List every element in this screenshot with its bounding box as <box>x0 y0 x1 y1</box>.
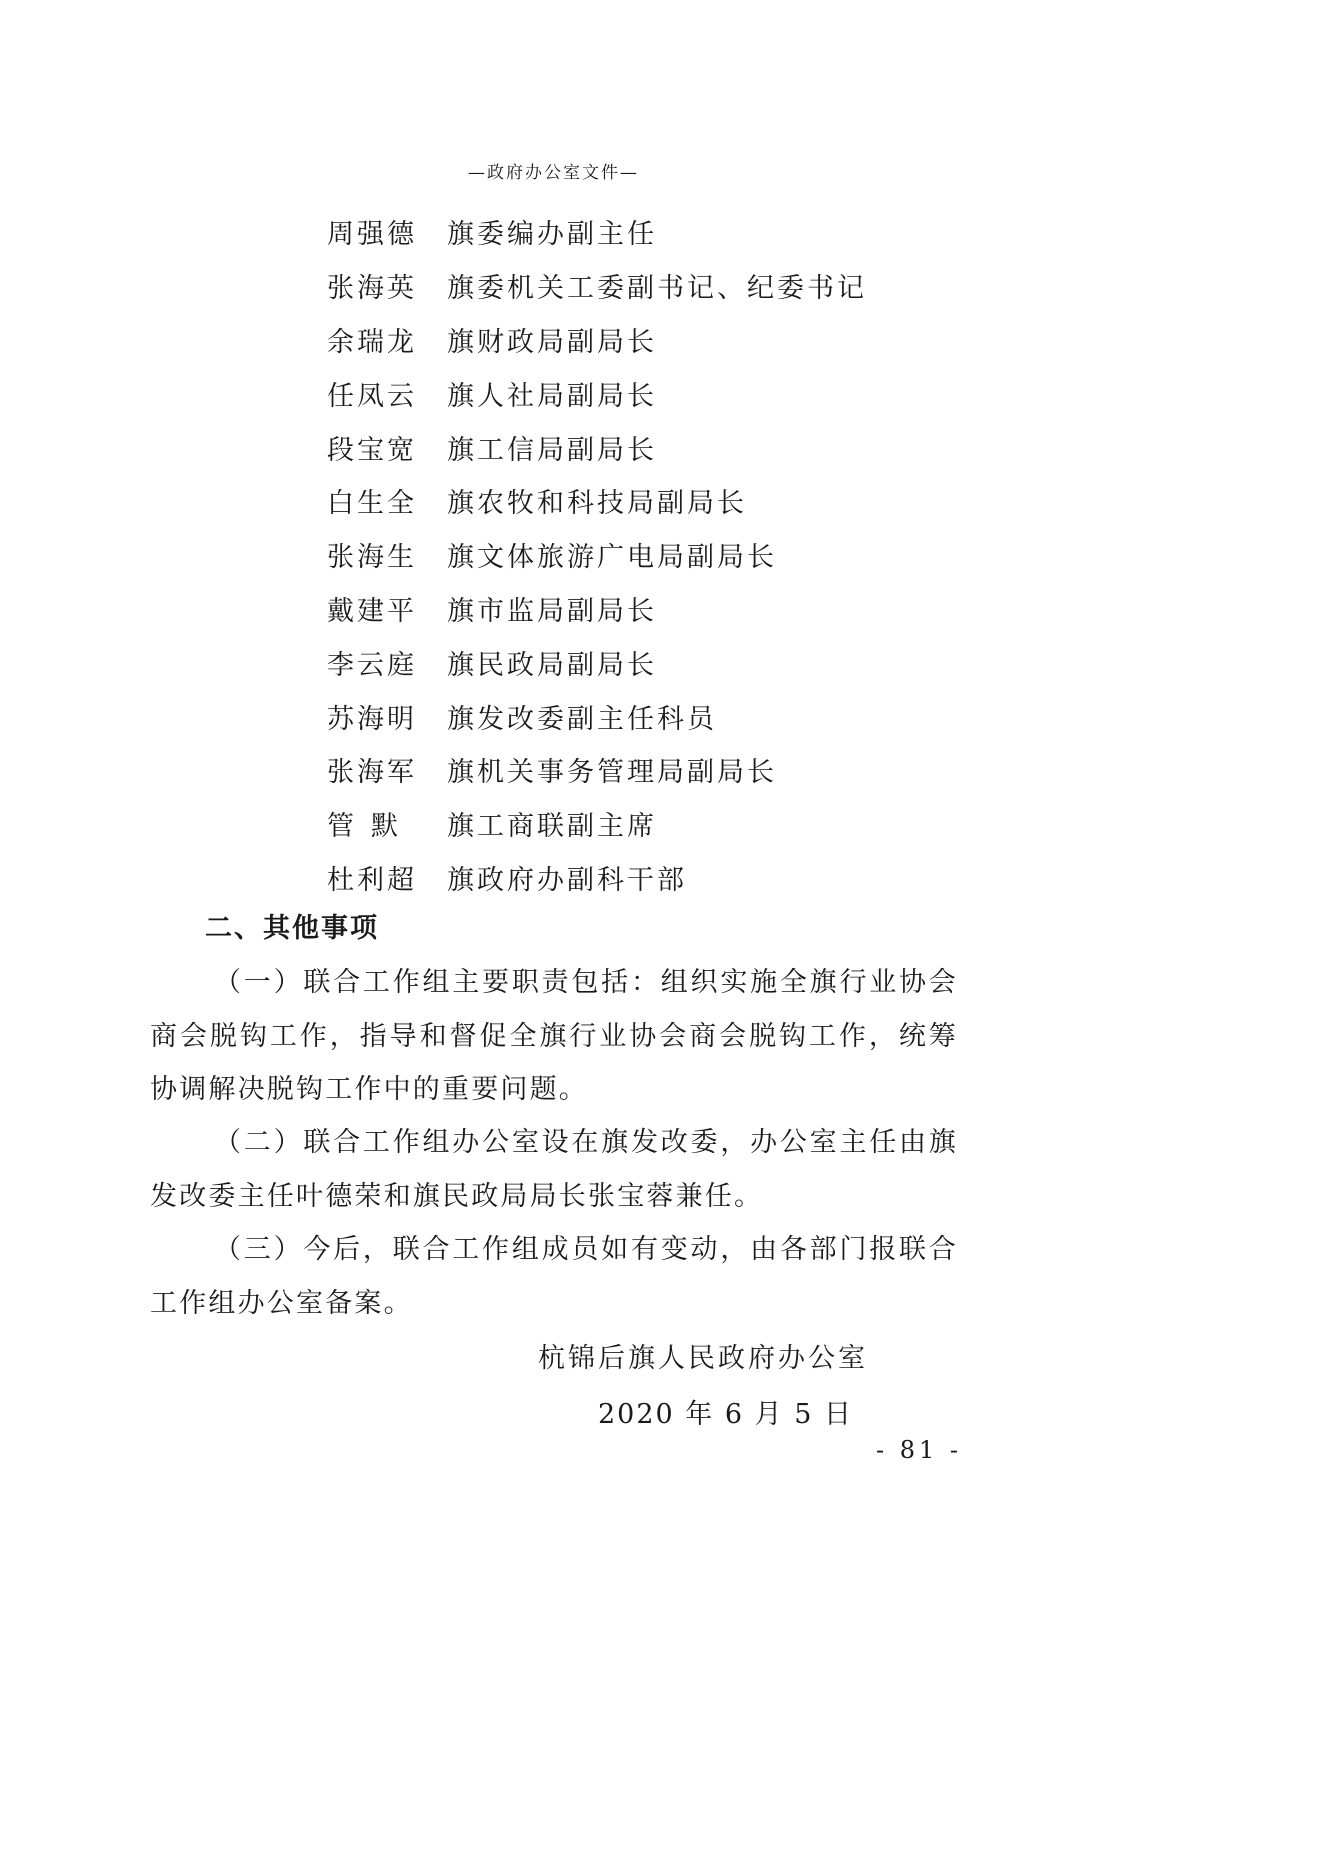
member-row <box>327 635 867 689</box>
member-role: 旗工商联副主席 <box>447 811 657 843</box>
issuer-signature: 杭锦后旗人民政府办公室 <box>538 1343 868 1374</box>
member-name: 余瑞龙 <box>327 326 417 358</box>
member-role: 旗工信局副局长 <box>447 434 657 466</box>
member-name: 苏海明 <box>327 703 417 735</box>
document-header: —政府办公室文件— <box>468 163 639 183</box>
member-name: 张海英 <box>327 273 417 305</box>
member-name: 杜利超 <box>327 864 417 896</box>
member-role: 旗机关事务管理局副局长 <box>447 757 777 789</box>
member-role: 旗民政局副局长 <box>447 649 657 681</box>
member-name: 李云庭 <box>327 649 417 681</box>
member-row <box>327 205 867 259</box>
member-role: 旗政府办副科干部 <box>447 864 687 896</box>
member-row <box>327 420 867 474</box>
member-row <box>327 366 867 420</box>
member-role: 旗人社局副局长 <box>447 380 657 412</box>
member-name: 白生全 <box>327 488 417 520</box>
member-role: 旗委机关工委副书记、纪委书记 <box>447 273 867 305</box>
member-name: 张海军 <box>327 757 417 789</box>
member-row <box>327 689 867 743</box>
page-number: - 81 - <box>876 1436 963 1464</box>
section-title: 二、其他事项 <box>205 913 379 944</box>
member-name: 周强德 <box>327 219 417 251</box>
member-role: 旗发改委副主任科员 <box>447 703 717 735</box>
member-name: 管默 <box>327 811 415 843</box>
member-row <box>327 474 867 528</box>
member-role: 旗委编办副主任 <box>447 219 657 251</box>
member-name: 张海生 <box>327 542 417 574</box>
member-role: 旗农牧和科技局副局长 <box>447 488 747 520</box>
member-role: 旗文体旅游广电局副局长 <box>447 542 777 574</box>
paragraph: （二）联合工作组办公室设在旗发改委，办公室主任由旗发改委主任叶德荣和旗民政局局长张宝蓉兼任。 <box>150 1127 958 1212</box>
member-row <box>327 743 867 797</box>
member-list <box>327 205 867 904</box>
paragraph: （一）联合工作组主要职责包括：组织实施全旗行业协会商会脱钩工作，指导和督促全旗行业协会商会脱钩工作，统筹协调解决脱钩工作中的重要问题。 <box>150 967 958 1105</box>
member-name: 段宝宽 <box>327 434 417 466</box>
member-row <box>327 797 867 851</box>
paragraph: （三）今后，联合工作组成员如有变动，由各部门报联合工作组办公室备案。 <box>150 1234 958 1319</box>
member-name: 任凤云 <box>327 380 417 412</box>
member-row <box>327 259 867 313</box>
issue-date: 2020 年 6 月 5 日 <box>598 1399 853 1430</box>
member-row <box>327 313 867 367</box>
member-role: 旗市监局副局长 <box>447 595 657 627</box>
member-name: 戴建平 <box>327 595 417 627</box>
member-row <box>327 582 867 636</box>
member-role: 旗财政局副局长 <box>447 326 657 358</box>
member-row <box>327 528 867 582</box>
member-row <box>327 851 867 905</box>
